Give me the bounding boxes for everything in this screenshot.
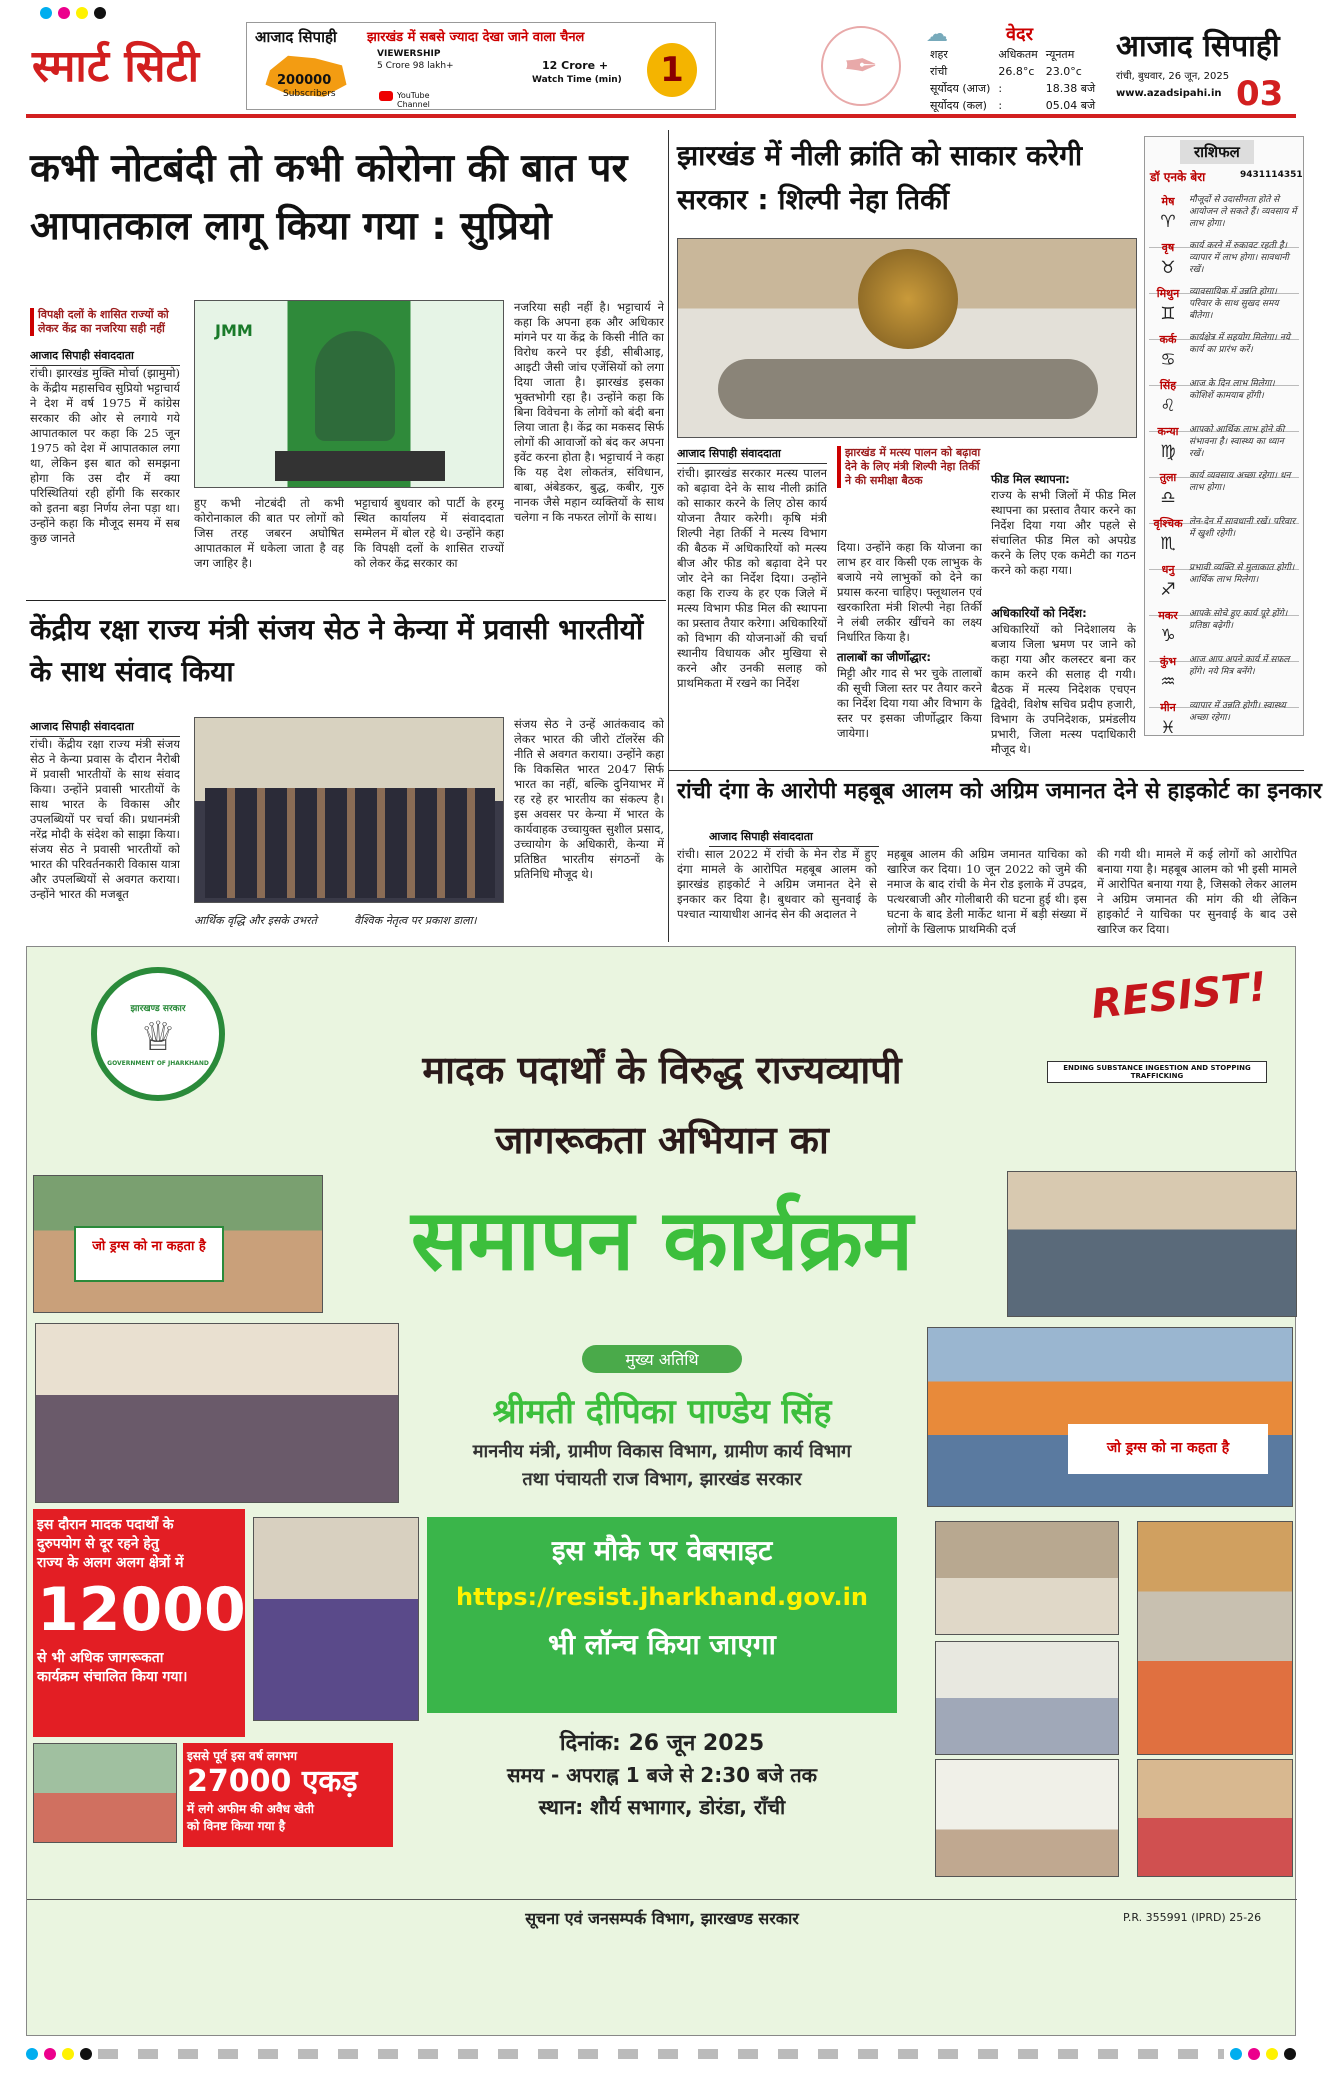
headline-sanjay: केंद्रीय रक्षा राज्य मंत्री संजय सेठ ने केन्या में प्रवासी भारतीयों के साथ संवाद किया — [30, 613, 644, 688]
zodiac-aquarius-icon: ♒ — [1160, 672, 1176, 692]
website-line1: इस मौके पर वेबसाइट — [551, 1534, 773, 1567]
col1-supriyo: रांची। झारखंड मुक्ति मोर्चा (झामुमो) के केंद्रीय महासचिव सुप्रियो भट्टाचार्य ने देश में वर्ष 1975 में कांग्रेस सरकार की ओर से लगाये गये आपातकाल पर कहा कि 25 जून 1975 को देश में आपातकाल लगा था, लेकिन इस बात को समझना होगा कि उस दौर में क्या परिस्थितियां रही होंगी कि सरकार को इतना बड़ा निर्णय लेना पड़ा था। उन्होंने कहा कि मौजूद समय में सब कुछ जानते — [30, 366, 180, 545]
zodiac-cancer-icon: ♋ — [1160, 350, 1176, 370]
red1-number: 12000 — [37, 1575, 246, 1645]
rashi-name: कन्या — [1157, 425, 1179, 438]
rashi-name: मिथुन — [1156, 287, 1180, 300]
rashi-text: व्यापार में उन्नति होगी। स्वास्थ्य अच्छा रहेगा। — [1189, 701, 1286, 723]
promo-viewership-label: VIEWERSHIP — [377, 49, 441, 59]
kicker-supriyo: विपक्षी दलों के शासित राज्यों को लेकर केंद्र का नजरिया सही नहीं — [30, 308, 180, 336]
website-line2: भी लॉन्च किया जाएगा — [548, 1628, 776, 1661]
col3-supriyo: भट्टाचार्य बुधवार को पार्टी के हरमू स्थित कार्यालय में संवाददाता सम्मेलन में बोल रहे थे। उन्होंने कहा कि विपक्षी दलों के शासित राज्यों को लेकर केंद्र सरकार का — [354, 496, 504, 570]
section-title: स्मार्ट सिटी — [32, 41, 200, 92]
weather-cell: : — [998, 82, 1003, 95]
zodiac-capricorn-icon: ♑ — [1160, 626, 1176, 646]
sub-officials: अधिकारियों को निर्देश: — [991, 606, 1087, 620]
ad-photo-rally-1 — [33, 1175, 323, 1313]
promo-subscribers: 200000 — [277, 73, 332, 88]
byline-supriyo: आजाद सिपाही संवाददाता — [30, 348, 180, 366]
ad-title-line2: जागरूकता अभियान का — [495, 1118, 829, 1162]
caption-sanjay-right: वैश्विक नेतृत्व पर प्रकाश डाला। — [354, 914, 477, 927]
promo-brand: आजाद सिपाही — [255, 28, 337, 46]
meeting-table — [718, 359, 1098, 419]
event-time: समय - अपराह्न 1 बजे से 2:30 बजे तक — [507, 1763, 817, 1787]
rashi-text: प्रभावी व्यक्ति से मुलाकात होगी। आर्थिक लाभ मिलेगा। — [1189, 563, 1295, 585]
rashi-name: कर्क — [1159, 333, 1177, 346]
col2-supriyo: हुए कभी नोटबंदी तो कभी कोरोनाकाल की बात पर लोगों को जिस तरह जबरन अघोषित आपातकाल में धकेला जाता है वह जग जाहिर है। — [194, 496, 344, 570]
rashi-text: आपके सोचे हुए कार्य पूरे होंगे। प्रतिष्ठा बढ़ेगी। — [1189, 609, 1288, 631]
weather-header: अधिकतम — [998, 48, 1038, 61]
ad-photo-hall — [935, 1521, 1119, 1635]
pen-nib-icon: ✒ — [821, 26, 901, 106]
weather-cell: 05.04 बजे — [1045, 99, 1096, 112]
red1-line1: इस दौरान मादक पदार्थों के — [37, 1517, 174, 1533]
guest-role2: तथा पंचायती राज विभाग, झारखंड सरकार — [522, 1469, 802, 1490]
buddha-statue — [858, 249, 958, 349]
sub-talab: तालाबों का जीर्णोद्धार: — [837, 650, 931, 664]
footer-pr: P.R. 355991 (IPRD) 25-26 — [1123, 1911, 1262, 1924]
weather-header: शहर — [930, 48, 948, 61]
microphones — [275, 451, 445, 481]
group-figures — [205, 788, 495, 898]
ad-photo-march — [253, 1517, 419, 1721]
website-url[interactable]: https://resist.jharkhand.gov.in — [456, 1583, 868, 1611]
guest-role1: माननीय मंत्री, ग्रामीण विकास विभाग, ग्रामीण कार्य विभाग — [472, 1441, 852, 1462]
col2-mahboob: महबूब आलम की अग्रिम जमानत याचिका को खारिज कर दिया। 10 जून 2022 को जुमे की नमाज के बाद रांची के मेन रोड इलाके में उपद्रव, पत्थरबाजी और गोलीबारी की घटना हुई थी। इस घटना के बाद डेली मार्केट थाना में बड़ी संख्या में लोगों के खिलाफ प्राथमिकी दर्ज — [887, 847, 1087, 936]
red1-line4: से भी अधिक जागरूकता — [37, 1650, 164, 1666]
rashi-name: मेष — [1161, 195, 1175, 208]
rashi-text: कार्यक्षेत्र में सहयोग मिलेगा। नये कार्य का प्रारंभ करें। — [1189, 333, 1291, 355]
ad-title-line1: मादक पदार्थों के विरुद्ध राज्यव्यापी — [422, 1048, 902, 1092]
headline-mahboob: रांची दंगा के आरोपी महबूब आलम को अग्रिम जमानत देने से हाइकोर्ट का इनकार — [677, 779, 1322, 804]
headline-shilpi: झारखंड में नीली क्रांति को साकार करेगी सरकार : शिल्पी नेहा तिर्की — [677, 139, 1083, 216]
rashi-name: वृष — [1161, 241, 1175, 254]
website-line[interactable]: www.azadsipahi.in — [1116, 88, 1222, 99]
zodiac-virgo-icon: ♍ — [1160, 442, 1176, 462]
ad-footer-rule — [27, 1899, 1297, 1900]
color-registration-bottom — [26, 2046, 1296, 2062]
col1-mahboob: रांची। साल 2022 में रांची के मेन रोड में हुए दंगा मामले के आरोपित महबूब आलम को झारखंड हाइकोर्ट ने अग्रिम जमानत देने से इनकार कर दिया है। बुधवार को सुनवाई के पश्चात न्यायाधीश आनंद सेन की अदालत ने — [677, 847, 877, 921]
col1-shilpi: रांची। झारखंड सरकार मत्स्य पालन को बढ़ावा देने के साथ नीली क्रांति को साकार करने के लिए ठोस कार्य योजना तैयार करेगी। कृषि मंत्री शिल्पी नेहा तिर्की ने मत्स्य विभाग की बैठक में अधिकारियों को मत्स्य बीज और फीड को बढ़ावा देने पर जोर देने का निर्देश दिया। उन्होंने कहा कि राज्य के हर एक जिले में मत्स्य विभाग फीड मिल की स्थापना का प्रस्ताव तैयार करेगा। अधिकारियों को विभाग की योजनाओं की चर्चा स्थानीय विधायक और मुखिया से करने और उनकी सलाह को प्राथमिकता में रखने का निर्देश — [677, 466, 827, 690]
weather-box — [926, 22, 1116, 112]
rank-badge: 1 — [647, 43, 697, 97]
zodiac-scorpio-icon: ♏ — [1160, 534, 1176, 554]
speaker-figure — [315, 331, 395, 441]
youtube-icon — [379, 91, 393, 101]
footer-dept: सूचना एवं जनसम्पर्क विभाग, झारखण्ड सरकार — [525, 1909, 799, 1928]
zodiac-aries-icon: ♈ — [1160, 212, 1176, 232]
ad-main-title: समापन कार्यक्रम — [410, 1191, 914, 1289]
resist-tagline: ENDING SUBSTANCE INGESTION AND STOPPING TRAFFICKING — [1047, 1061, 1267, 1083]
rashi-name: तुला — [1159, 471, 1177, 484]
rashi-text: लेन-देन में सावधानी रखें। परिवार में खुशी रहेगी। — [1189, 517, 1296, 539]
website-launch-box[interactable] — [427, 1517, 897, 1713]
weather-cell: 26.8°c — [998, 65, 1035, 78]
red1-line5: कार्यक्रम संचालित किया गया। — [37, 1669, 188, 1685]
rashifal-title: राशिफल — [1180, 140, 1254, 164]
chief-guest-label: मुख्य अतिथि — [582, 1345, 742, 1373]
headline-supriyo: कभी नोटबंदी तो कभी कोरोना की बात पर आपातकाल लागू किया गया : सुप्रियो — [30, 146, 628, 249]
col1-sanjay: रांची। केंद्रीय रक्षा राज्य मंत्री संजय सेठ ने केन्या प्रवास के दौरान नैरोबी में प्रवासी भारतीयों के साथ संवाद किया। उन्होंने प्रवासी भारतीयों के साथ भारत के विकास और उपलब्धियों पर चर्चा की। प्रधानमंत्री नरेंद्र मोदी के संदेश को साझा किया। संजय सेठ ने प्रवासी भारतीयों को भारत की परिवर्तनकारी विकास यात्रा और उपलब्धियों से अवगत कराया। उन्होंने भारत की मजबूत — [30, 737, 180, 901]
weather-cell: : — [998, 99, 1003, 112]
ashoka-emblem-icon: ♕ — [140, 1014, 176, 1060]
students-banner: जो ड्रग्स को ना कहता है — [1068, 1424, 1268, 1474]
rashi-name: मकर — [1158, 609, 1178, 622]
caption-sanjay-left: आर्थिक वृद्धि और इसके उभरते — [194, 914, 317, 927]
date-line: रांची, बुधवार, 26 जून, 2025 — [1116, 71, 1230, 82]
red1-line2: दुरुपयोग से दूर रहने हेतु — [37, 1536, 159, 1552]
seal-text: झारखण्ड सरकार — [130, 1004, 186, 1014]
byline-mahboob: आजाद सिपाही संवाददाता — [709, 829, 879, 847]
rashi-text: आज आप अपने कार्य में सफल होंगे। नये मित्र बनेंगे। — [1189, 655, 1290, 677]
promo-watch-time: 12 Crore + — [542, 59, 609, 72]
rashi-name: मीन — [1160, 701, 1176, 714]
promo-yt: YouTube Channel — [397, 91, 430, 109]
col2-shilpi: दिया। उन्होंने कहा कि योजना का लाभ हर वार किसी एक लाभुक के बजाये नये लाभुकों को देने का प्रयास करना चाहिए। फ्लूथालन एवं खरकारिता मंत्री शिल्पी नेहा तिर्की ने लंबी लकीर खींचने का लक्ष्य निर्धारित किया है। — [837, 540, 982, 644]
rashi-name: वृश्चिक — [1153, 517, 1183, 530]
zodiac-libra-icon: ♎ — [1160, 488, 1176, 508]
zodiac-sagittarius-icon: ♐ — [1160, 580, 1176, 600]
masthead — [26, 18, 1296, 118]
photo-supriyo — [194, 300, 504, 488]
weather-cell: सूर्योदय (आज) — [930, 82, 991, 95]
rashi-text: कार्य व्यवसाय अच्छा रहेगा। धन लाभ होगा। — [1189, 471, 1291, 493]
article-supriyo — [26, 130, 666, 600]
col4-supriyo: नजरिया सही नहीं है। भट्टाचार्य ने कहा कि अपना हक और अधिकार मांगने पर या केंद्र के किसी नीति का विरोध करने पर ईडी, सीबीआइ, आइटी जैसी जांच एजेंसियों को लगा दिया जाता है। झारखंड इसका भुक्तभोगी रहा है। उन्होंने कहा कि बिना विवेचना के लोगों को बंदी बना लिया जाता है। केंद्र का मकसद सिर्फ लोगों की आवाजों को बंद कर अपना इवेंट करना होता है। भट्टाचार्य ने कहा कि यह देश लोकतंत्र, संविधान, बाबा, अंबेडकर, बुद्ध, कबीर, गुरु नानक जैसे महान व्यक्तियों के साथ चलेगा न कि नफरत लोगों के साथ। — [514, 300, 664, 524]
rashi-name: धनु — [1161, 563, 1175, 576]
weather-cell: 23.0°c — [1045, 65, 1082, 78]
resist-logo: RESIST! — [1089, 963, 1270, 1029]
ad-resist-campaign[interactable] — [26, 946, 1296, 2036]
promo-banner[interactable] — [246, 22, 716, 110]
photo-shilpi — [677, 238, 1137, 438]
col2b-shilpi: मिट्टी और गाद से भर चुके तालाबों की सूची जिला स्तर पर तैयार करने का निर्देश दिया गया और विभाग के स्तर पर इसका जीर्णोद्धार किया जायेगा। — [837, 666, 982, 740]
red-stat-box-1 — [33, 1509, 245, 1737]
ad-photo-classroom — [1137, 1759, 1293, 1877]
article-sanjay — [26, 605, 666, 945]
zodiac-gemini-icon: ♊ — [1160, 304, 1176, 324]
rashi-text: आपको आर्थिक लाभ होने की संभावना है। स्वास्थ्य का ध्यान रखें। — [1189, 425, 1285, 459]
col3-mahboob: की गयी थी। मामले में कई लोगों को आरोपित बनाया गया है। महबूब आलम को भी इसी मामले में आरोपित बनाया गया है, जिसको लेकर आलम ने अग्रिम जमानत की मांग की थी लेकिन हाइकोर्ट ने याचिका पर सुनवाई के बाद उसे खारिज कर दिया। — [1097, 847, 1297, 936]
event-date: दिनांक: 26 जून 2025 — [559, 1731, 765, 1756]
promo-viewership-value: 5 Crore 98 lakh+ — [377, 61, 454, 71]
rashi-name: सिंह — [1159, 379, 1177, 392]
col4-sanjay: संजय सेठ ने उन्हें आतंकवाद को लेकर भारत की जीरो टॉलरेंस की नीति से अवगत कराया। उन्होंने कहा कि विकसित भारत 2047 सिर्फ भारत का नहीं, बल्कि दुनियाभर में रह रहे हर भारतीय का संकल्प है। इस अवसर पर केन्या में भारत के कार्यवाहक उच्चायुक्त सुशील प्रसाद, उच्चायोग के अधिकारी, केन्या में प्रतिष्ठित भारतीय संगठनों के प्रतिनिधि मौजूद थे। — [514, 717, 664, 881]
col3-shilpi: राज्य के सभी जिलों में फीड मिल स्थापना का प्रस्ताव तैयार करने का निर्देश दिया गया और पहले से संचालित फीड मिल को अपग्रेड करने के लिए एक कमेटी का गठन करने को कहा गया। — [991, 488, 1136, 577]
cloud-icon: ☁ — [926, 22, 948, 47]
rashi-name: कुंभ — [1159, 655, 1177, 668]
promo-subscribers-label: Subscribers — [283, 89, 336, 99]
zodiac-taurus-icon: ♉ — [1160, 258, 1176, 278]
sub-feedmill: फीड मिल स्थापना: — [991, 472, 1070, 486]
weather-header: न्यूनतम — [1045, 48, 1075, 61]
rashi-row — [1149, 696, 1299, 736]
zodiac-pisces-icon: ♓ — [1160, 718, 1176, 738]
weather-cell: सूर्योदय (कल) — [930, 99, 987, 112]
red2-number: 27000 एकड़ — [187, 1764, 358, 1799]
col3b-shilpi: अधिकारियों को निदेशालय के बजाय जिला भ्रमण पर जाने को कहा गया और कलस्टर बना कर काम करने की सलाह दी गयी। बैठक में मत्स्य निदेशक एचएन द्विवेदी, विशेष सचिव प्रदीप हजारी, विभाग के उपनिदेशक, प्रमंडलीय प्रभारी, जिला मत्स्य पदाधिकारी मौजूद थे। — [991, 622, 1136, 756]
rashi-text: व्यावसायिक में उन्नति होगा। परिवार के साथ सुखद समय बीतेगा। — [1189, 287, 1279, 321]
guest-name: श्रीमती दीपिका पाण्डेय सिंह — [492, 1392, 832, 1432]
weather-cell: रांची — [930, 65, 948, 78]
event-venue: स्थान: शौर्य सभागार, डोरंडा, राँची — [538, 1795, 786, 1819]
jmm-logo: JMM — [215, 321, 253, 340]
weather-table — [926, 46, 1099, 114]
photo-sanjay — [194, 717, 504, 903]
promo-tagline: झारखंड में सबसे ज्यादा देखा जाने वाला चैनल — [367, 30, 585, 45]
divider-1 — [26, 600, 666, 601]
red1-line3: राज्य के अलग अलग क्षेत्रों में — [37, 1555, 184, 1571]
kicker-shilpi: झारखंड में मत्स्य पालन को बढ़ावा देने के लिए मंत्री शिल्पी नेहा तिर्की ने की समीक्षा बैठक — [837, 446, 982, 488]
article-shilpi — [668, 130, 1138, 770]
article-mahboob — [668, 770, 1322, 942]
rashifal-phone: 9431114351 — [1240, 170, 1303, 180]
rashi-text: कार्य करने में रुकावट रहती है। व्यापार में लाभ होगा। सावधानी रखें। — [1189, 241, 1289, 275]
seal-bottom-text: GOVERNMENT OF JHARKHAND — [107, 1060, 209, 1067]
byline-shilpi: आजाद सिपाही संवाददाता — [677, 446, 827, 464]
red2-line1: इससे पूर्व इस वर्ष लगभग — [187, 1749, 298, 1763]
ad-photo-school — [1137, 1521, 1293, 1755]
paper-name: आजाद सिपाही — [1116, 29, 1280, 64]
weather-title: वेदर — [1006, 24, 1033, 45]
weather-cell: 18.38 बजे — [1045, 82, 1096, 95]
rashi-text: मौजूदों से उदासीनता होते से आयोजन ले सकते हैं। व्यवसाय में लाभ होगा। — [1189, 195, 1297, 229]
rashifal-author: डॉ एनके बेरा — [1150, 170, 1206, 184]
ad-photo-rally-2 — [1007, 1171, 1297, 1317]
red2-line3: को विनष्ट किया गया है — [187, 1819, 286, 1833]
rashi-text: आज के दिन लाभ मिलेगा। कोशिशें कामयाब होंगी। — [1189, 379, 1275, 401]
red2-line2: में लगे अफीम की अवैध खेती — [187, 1802, 314, 1816]
zodiac-leo-icon: ♌ — [1160, 396, 1176, 416]
byline-sanjay: आजाद सिपाही संवाददाता — [30, 719, 180, 737]
rally-banner: जो ड्रग्स को ना कहता है — [74, 1226, 224, 1282]
page-number: 03 — [1236, 74, 1284, 114]
promo-watch-label: Watch Time (min) — [532, 75, 622, 85]
ad-photo-drawing — [935, 1759, 1119, 1877]
